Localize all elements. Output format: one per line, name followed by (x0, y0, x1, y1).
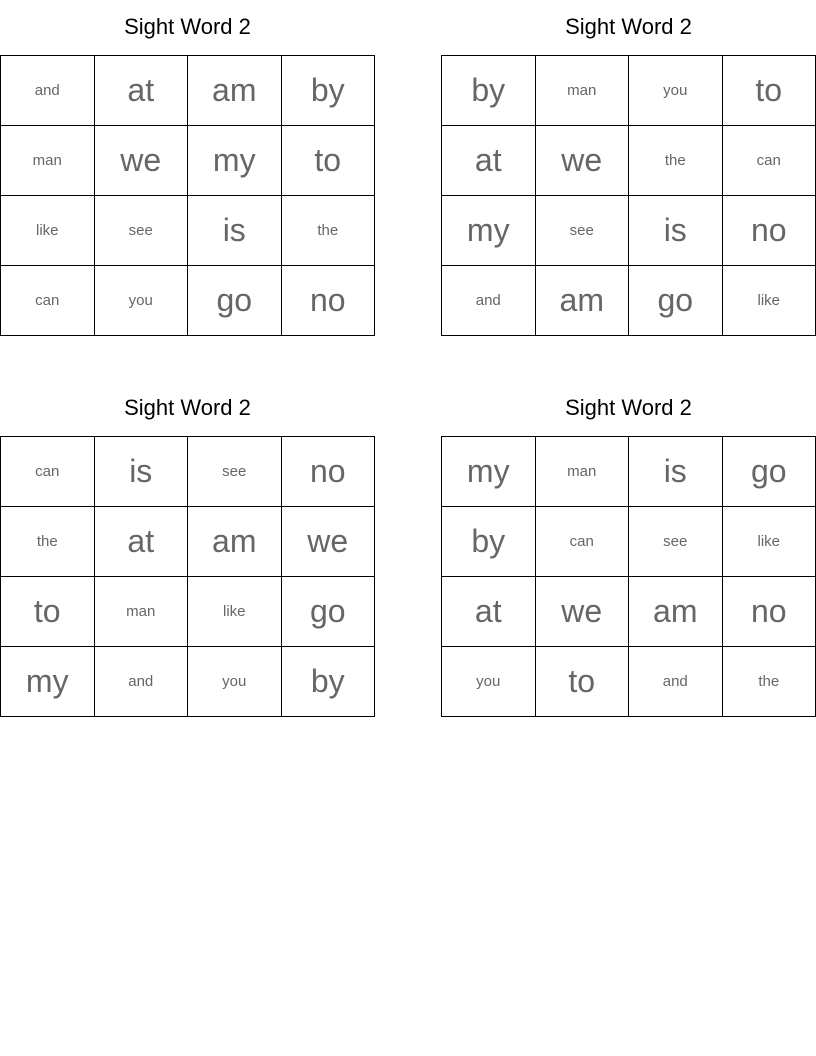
grid-row (1, 266, 375, 336)
word-grid (0, 55, 375, 336)
grid-row (1, 507, 375, 577)
word-cell: is (188, 196, 282, 266)
word-cell: we (281, 507, 375, 577)
word-cell: am (629, 577, 723, 647)
word-cell: no (722, 577, 816, 647)
word-cell: you (629, 56, 723, 126)
grid-row (1, 56, 375, 126)
word-cell: to (281, 126, 375, 196)
word-cell: can (535, 507, 629, 577)
word-cell: is (629, 437, 723, 507)
word-cell: to (1, 577, 95, 647)
word-cell: and (1, 56, 95, 126)
word-cell: like (188, 577, 282, 647)
word-cell: at (442, 577, 536, 647)
word-cell: am (188, 56, 282, 126)
word-cell: can (722, 126, 816, 196)
word-cell: you (188, 647, 282, 717)
card-title: Sight Word 2 (565, 395, 692, 420)
grid-row (1, 437, 375, 507)
word-cell: see (188, 437, 282, 507)
card-title: Sight Word 2 (565, 14, 692, 39)
word-cell: go (188, 266, 282, 336)
word-cell: and (629, 647, 723, 717)
word-cell: the (722, 647, 816, 717)
word-cell: no (281, 266, 375, 336)
word-cell: go (629, 266, 723, 336)
word-cell: no (722, 196, 816, 266)
word-cell: go (281, 577, 375, 647)
word-cell: we (94, 126, 188, 196)
grid-row (442, 647, 816, 717)
word-cell: my (1, 647, 95, 717)
word-cell: man (535, 437, 629, 507)
grid-row (442, 577, 816, 647)
word-cell: you (94, 266, 188, 336)
word-cell: the (629, 126, 723, 196)
card-title: Sight Word 2 (124, 14, 251, 39)
grid-row (442, 266, 816, 336)
word-cell: and (94, 647, 188, 717)
word-cell: by (442, 507, 536, 577)
word-cell: see (535, 196, 629, 266)
word-cell: like (722, 266, 816, 336)
grid-row (1, 647, 375, 717)
word-cell: like (1, 196, 95, 266)
word-cell: my (442, 196, 536, 266)
card-title: Sight Word 2 (124, 395, 251, 420)
word-cell: man (535, 56, 629, 126)
word-cell: we (535, 577, 629, 647)
word-cell: the (281, 196, 375, 266)
grid-row (442, 437, 816, 507)
word-cell: to (535, 647, 629, 717)
word-cell: the (1, 507, 95, 577)
word-grid (441, 436, 816, 717)
word-cell: can (1, 266, 95, 336)
word-cell: by (281, 56, 375, 126)
word-cell: at (442, 126, 536, 196)
word-cell: to (722, 56, 816, 126)
word-cell: is (94, 437, 188, 507)
word-cell: we (535, 126, 629, 196)
word-cell: by (281, 647, 375, 717)
word-cell: by (442, 56, 536, 126)
word-cell: go (722, 437, 816, 507)
grid-row (442, 196, 816, 266)
word-cell: see (94, 196, 188, 266)
word-cell: no (281, 437, 375, 507)
grid-row (442, 507, 816, 577)
word-cell: man (1, 126, 95, 196)
word-cell: man (94, 577, 188, 647)
word-cell: my (188, 126, 282, 196)
word-cell: and (442, 266, 536, 336)
word-cell: am (188, 507, 282, 577)
word-cell: like (722, 507, 816, 577)
word-cell: is (629, 196, 723, 266)
word-cell: at (94, 507, 188, 577)
word-grid (0, 436, 375, 717)
word-cell: can (1, 437, 95, 507)
word-grid (441, 55, 816, 336)
word-cell: my (442, 437, 536, 507)
word-cell: see (629, 507, 723, 577)
word-cell: you (442, 647, 536, 717)
word-cell: am (535, 266, 629, 336)
grid-row (442, 56, 816, 126)
grid-row (1, 196, 375, 266)
grid-row (442, 126, 816, 196)
word-cell: at (94, 56, 188, 126)
grid-row (1, 577, 375, 647)
grid-row (1, 126, 375, 196)
